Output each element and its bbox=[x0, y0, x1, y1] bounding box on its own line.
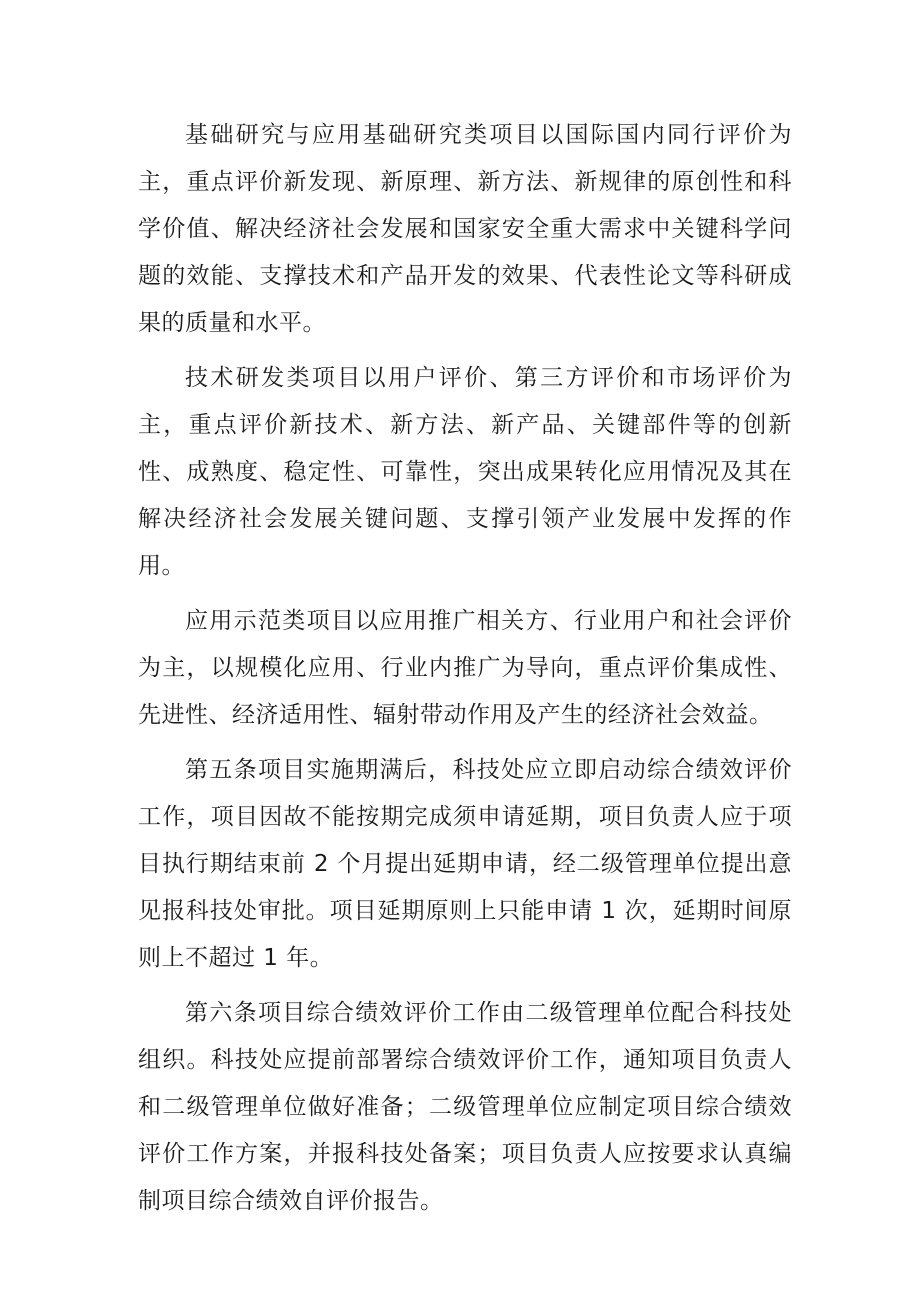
paragraph-application-demo: 应用示范类项目以应用推广相关方、行业用户和社会评价为主，以规模化应用、行业内推广为导向，重点评价集成性、先进性、经济适用性、辐射带动作用及产生的经济社会效益。 bbox=[138, 608, 792, 728]
paragraph-article-5: 第五条项目实施期满后，科技处应立即启动综合绩效评价工作，项目因故不能按期完成须申请延期，项目负责人应于项目执行期结束前 2 个月提出延期申请，经二级管理单位提出意见报科技处审批。项目延期原则上只能申请 1 次，延期时间原则上不超过 1 年。 bbox=[138, 757, 792, 971]
document-body bbox=[138, 112, 792, 1233]
paragraph-article-6: 第六条项目综合绩效评价工作由二级管理单位配合科技处组织。科技处应提前部署综合绩效评价工作，通知项目负责人和二级管理单位做好准备；二级管理单位应制定项目综合绩效评价工作方案，并报科技处备案；项目负责人应按要求认真编制项目综合绩效自评价报告。 bbox=[138, 1000, 792, 1214]
paragraph-tech-rnd: 技术研发类项目以用户评价、第三方评价和市场评价为主，重点评价新技术、新方法、新产品、关键部件等的创新性、成熟度、稳定性、可靠性，突出成果转化应用情况及其在解决经济社会发展关键问题、支撑引领产业发展中发挥的作用。 bbox=[138, 365, 792, 579]
paragraph-basic-research: 基础研究与应用基础研究类项目以国际国内同行评价为主，重点评价新发现、新原理、新方法、新规律的原创性和科学价值、解决经济社会发展和国家安全重大需求中关键科学问题的效能、支撑技术和产品开发的效果、代表性论文等科研成果的质量和水平。 bbox=[138, 122, 792, 336]
